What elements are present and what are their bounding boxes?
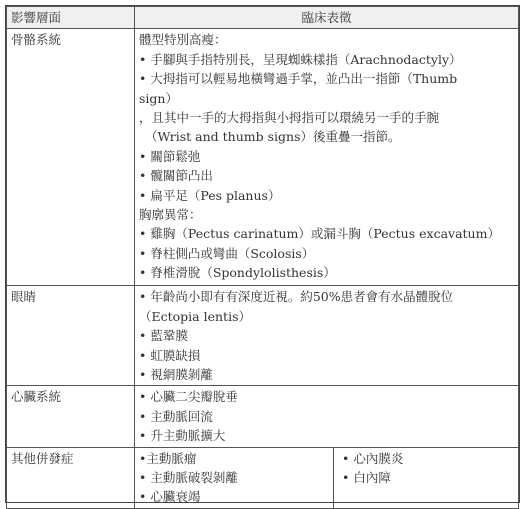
row-label-heart: 心臟系統 [7, 386, 135, 447]
header-clinical-signs: 臨床表徵 [135, 7, 519, 29]
other-left-column [135, 448, 334, 508]
row-label-eyes: 眼睛 [7, 286, 135, 386]
row-content-eyes [135, 286, 519, 386]
header-impact-area: 影響層面 [7, 7, 135, 29]
table-row-other [7, 447, 519, 508]
row-label-skeletal: 骨骼系統 [7, 29, 135, 286]
table-row-skeletal [7, 29, 519, 286]
skeletal-line: • 大拇指可以輕易地橫彎過手掌，並凸出一指節（Thumb [139, 71, 458, 87]
skeletal-line: sign） [139, 90, 178, 106]
heart-line: • 升主動脈擴大 [139, 428, 226, 444]
eyes-line: • 年齡尚小即有有深度近視。約50%患者會有水晶體脫位 [139, 289, 454, 305]
clinical-table [5, 5, 520, 503]
other-split [135, 448, 518, 508]
skeletal-line: • 髖關節凸出 [139, 168, 213, 184]
skeletal-line: 體型特別高瘦： [139, 32, 227, 48]
other-right-line: • 白內障 [342, 470, 391, 486]
eyes-line: （Ectopia lentis） [139, 308, 251, 324]
skeletal-line: ，且其中一手的大拇指與小拇指可以環繞另一手的手腕 [139, 110, 440, 126]
skeletal-line: 胸廓異常： [139, 207, 202, 223]
skeletal-line: • 扁平足（Pes planus） [139, 187, 281, 203]
table-row-eyes [7, 286, 519, 386]
skeletal-line: • 脊椎滑脫（Spondylolisthesis） [139, 265, 336, 281]
heart-line: • 心臟二尖瓣脫垂 [139, 389, 238, 405]
skeletal-line: • 雞胸（Pectus carinatum）或漏斗胸（Pectus excavatum） [139, 226, 500, 242]
other-right-column [334, 448, 518, 508]
row-content-skeletal [135, 29, 519, 286]
skeletal-line: • 關節鬆弛 [139, 148, 201, 164]
other-right-line: • 心內膜炎 [342, 450, 404, 466]
row-content-other [135, 447, 519, 508]
skeletal-line: • 脊柱側凸或彎曲（Scolosis） [139, 245, 315, 261]
heart-line: • 主動脈回流 [139, 408, 213, 424]
row-label-other: 其他併發症 [7, 447, 135, 508]
skeletal-line: • 手腳與手指特別長，呈現蜘蛛樣指（Arachnodactyly） [139, 51, 462, 67]
other-left-line: • 心臟衰竭 [139, 489, 201, 505]
eyes-line: • 視網膜剝離 [139, 367, 213, 383]
skeletal-line: （Wrist and thumb signs）後重疊一指節。 [145, 129, 401, 145]
row-content-heart [135, 386, 519, 447]
marfan-symptom-table [6, 6, 519, 509]
table-header-row [7, 7, 519, 29]
eyes-line: • 藍鞏膜 [139, 328, 188, 344]
other-left-line: • 主動脈破裂剝離 [139, 470, 238, 486]
eyes-line: • 虹膜缺損 [139, 347, 201, 363]
table-row-heart [7, 386, 519, 447]
other-left-line: •主動脈瘤 [139, 450, 197, 466]
